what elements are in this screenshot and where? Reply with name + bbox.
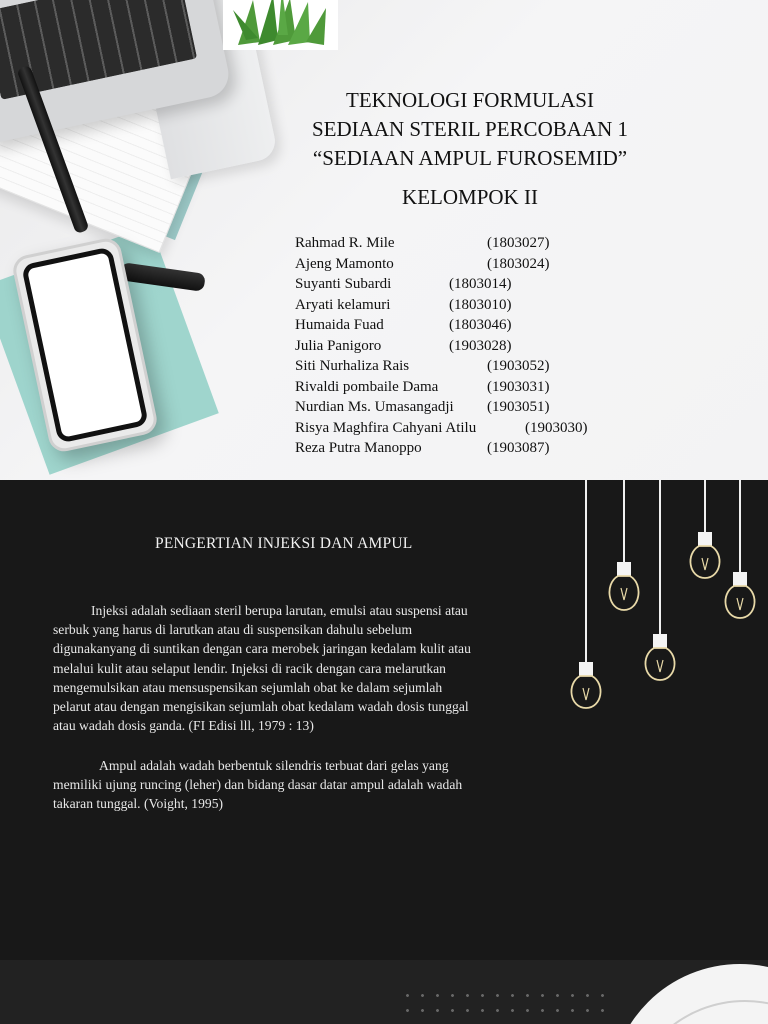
member-id: (1803027) [487, 235, 550, 251]
member-row [295, 295, 635, 316]
title-line: “SEDIAAN AMPUL FUROSEMID” [312, 146, 628, 170]
paragraph-line: serbuk yang harus di larutkan atau di suspensikan dahulu sebelum [53, 622, 413, 638]
member-id: (1803024) [487, 255, 550, 272]
group-label: KELOMPOK II [402, 185, 538, 209]
member-name: Risya Maghfira Cahyani Atilu [295, 419, 477, 436]
member-row [295, 438, 635, 459]
member-row [295, 356, 635, 377]
member-name: Humaida Fuad [295, 317, 384, 333]
section-heading: PENGERTIAN INJEKSI DAN AMPUL [155, 535, 413, 552]
light-bulb-icon [609, 480, 638, 610]
member-list [295, 233, 635, 459]
member-row [295, 274, 635, 295]
member-row [295, 254, 635, 275]
paragraph-line: pelarut atau dengan mengisikan sejumlah obat kedalam wadah dosis tunggal [53, 699, 469, 715]
dot-pattern [400, 988, 610, 1024]
member-name: Siti Nurhaliza Rais [295, 358, 410, 374]
paragraph-line: Ampul adalah wadah berbentuk silendris terbuat dari gelas yang [99, 758, 449, 773]
light-bulb-icon [725, 480, 754, 618]
member-row [295, 377, 635, 398]
presentation-title [270, 86, 670, 173]
member-id: (1803010) [449, 296, 512, 313]
definition-slide [0, 480, 768, 960]
member-name: Rivaldi pombaile Dama [295, 378, 439, 395]
paragraph-line: melalui kulit atau selaput lendir. Injeksi di racik dengan cara melarutkan [53, 660, 446, 676]
member-row [295, 397, 635, 418]
member-name: Suyanti Subardi [295, 276, 392, 292]
member-id: (1903028) [449, 337, 512, 354]
light-bulb-icon [690, 480, 719, 578]
member-name: Ajeng Mamonto [295, 255, 394, 272]
member-row [295, 336, 635, 357]
next-slide-preview [0, 960, 768, 1024]
member-row [295, 418, 635, 439]
member-id: (1903052) [487, 358, 550, 374]
member-name: Aryati kelamuri [295, 296, 391, 313]
title-line: TEKNOLOGI FORMULASI [346, 88, 594, 112]
paragraph-line: atau wadah dosis ganda. (FI Edisi lll, 1979 : 13) [53, 718, 314, 734]
injection-paragraph [53, 601, 553, 735]
member-id: (1803046) [449, 317, 512, 333]
light-bulb-icon [645, 480, 674, 680]
member-name: Nurdian Ms. Umasangadji [295, 399, 454, 415]
member-id: (1803014) [449, 276, 512, 292]
member-row [295, 233, 635, 254]
member-name: Reza Putra Manoppo [295, 440, 422, 456]
member-id: (1903031) [487, 378, 550, 395]
paragraph-line: mengemulsikan atau mensuspensikan sejumlah obat ke dalam sejumlah [53, 679, 443, 695]
member-name: Rahmad R. Mile [295, 235, 395, 251]
title-line: SEDIAAN STERIL PERCOBAAN 1 [312, 117, 628, 141]
member-row [295, 315, 635, 336]
paragraph-line: Injeksi adalah sediaan steril berupa larutan, emulsi atau suspensi atau [91, 603, 468, 618]
title-slide [0, 0, 768, 480]
ampoule-paragraph [53, 756, 553, 814]
member-id: (1903051) [487, 399, 550, 415]
hanging-bulbs-icon [560, 480, 768, 720]
member-name: Julia Panigoro [295, 337, 382, 354]
paragraph-line: digunakanyang di suntikan dengan cara merobek jaringan kedalam kulit atau [53, 641, 471, 657]
light-bulb-icon [571, 480, 600, 708]
plant-icon [218, 0, 343, 60]
member-id: (1903030) [525, 419, 588, 436]
paragraph-line: memiliki ujung runcing (leher) dan bidang dasar datar ampul adalah wadah [53, 777, 463, 793]
paragraph-line: takaran tunggal. (Voight, 1995) [53, 796, 224, 812]
member-id: (1903087) [487, 440, 550, 456]
